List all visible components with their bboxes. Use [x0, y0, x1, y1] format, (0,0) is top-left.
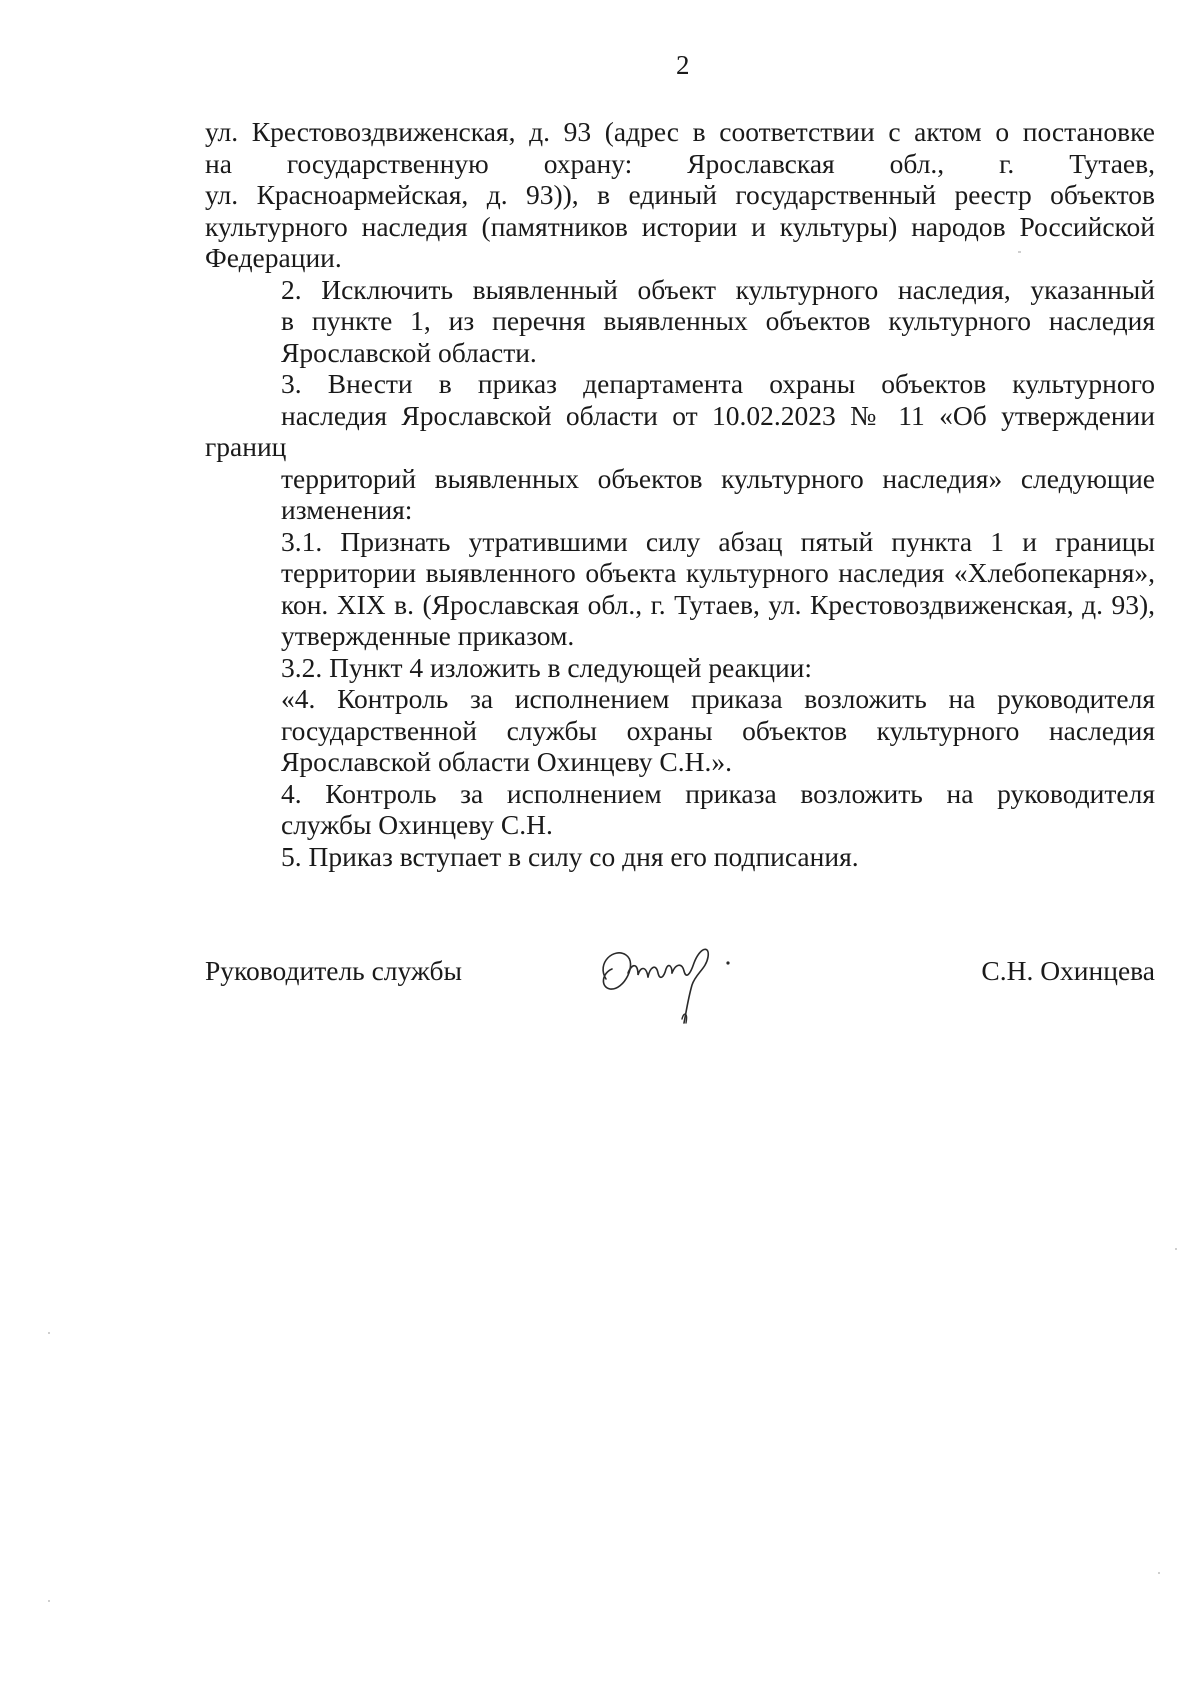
text-line: Ярославской области Охинцеву С.Н.». [281, 746, 733, 777]
text-line: на государственную охрану: Ярославская обл., г. Тутаев, [205, 147, 1155, 179]
text-line: Ярославской области. [281, 336, 537, 368]
handwritten-signature [588, 933, 748, 1028]
text-line: территории выявленного объекта культурного наследия «Хлебопекарня», [281, 557, 1155, 588]
text-line: 2. Исключить выявленный объект культурного наследия, указанный [281, 273, 1155, 305]
scan-artifact [48, 1332, 50, 1334]
paragraph [205, 526, 1155, 652]
text-line: ул. Красноармейская, д. 93)), в единый государственный реестр объектов [205, 179, 1155, 210]
text-line: ул. Крестовоздвиженская, д. 93 (адрес в соответствии с актом о постановке [205, 116, 1155, 147]
paragraph [205, 778, 1155, 841]
page-number: 2 [676, 50, 690, 80]
paragraph [205, 116, 1155, 274]
text-line: культурного наследия (памятников истории и культуры) народов Российской [205, 210, 1155, 242]
text-line: территорий выявленных объектов культурного наследия» следующие [281, 462, 1155, 494]
paragraph [205, 652, 1155, 684]
text-line: 4. Контроль за исполнением приказа возложить на руководителя [281, 777, 1155, 809]
scan-artifact [48, 1600, 50, 1602]
text-line: Федерации. [205, 242, 342, 273]
text-line: изменения: [281, 494, 413, 525]
paragraph [205, 274, 1155, 369]
text-line: 5. Приказ вступает в силу со дня его подписания. [281, 840, 859, 872]
text-line: 3. Внести в приказ департамента охраны объектов культурного [281, 368, 1155, 399]
text-line: «4. Контроль за исполнением приказа возложить на руководителя [281, 683, 1155, 714]
paragraph [205, 683, 1155, 778]
paragraph [205, 368, 1155, 526]
text-line: государственной службы охраны объектов культурного наследия [281, 714, 1155, 746]
text-line: 3.2. Пункт 4 изложить в следующей реакции: [281, 651, 813, 683]
scan-artifact [1158, 1572, 1160, 1574]
text-line: наследия Ярославской области от 10.02.2023 № 11 «Об утверждении границ [205, 399, 1155, 462]
scan-artifact [1018, 251, 1021, 253]
signature-block [205, 955, 1155, 1015]
text-line: 3.1. Признать утратившими силу абзац пятый пункта 1 и границы [281, 525, 1155, 557]
signatory-title: Руководитель службы [205, 955, 463, 986]
text-line: утвержденные приказом. [281, 620, 575, 651]
text-line: в пункте 1, из перечня выявленных объектов культурного наследия [281, 305, 1155, 336]
text-line: кон. XIX в. (Ярославская обл., г. Тутаев, ул. Крестовоздвиженская, д. 93), [281, 588, 1155, 620]
document-body [205, 116, 1155, 872]
scan-artifact [1175, 1248, 1177, 1250]
text-line: службы Охинцеву С.Н. [281, 809, 553, 840]
paragraph [205, 841, 1155, 873]
signatory-name: С.Н. Охинцева [981, 955, 1155, 986]
